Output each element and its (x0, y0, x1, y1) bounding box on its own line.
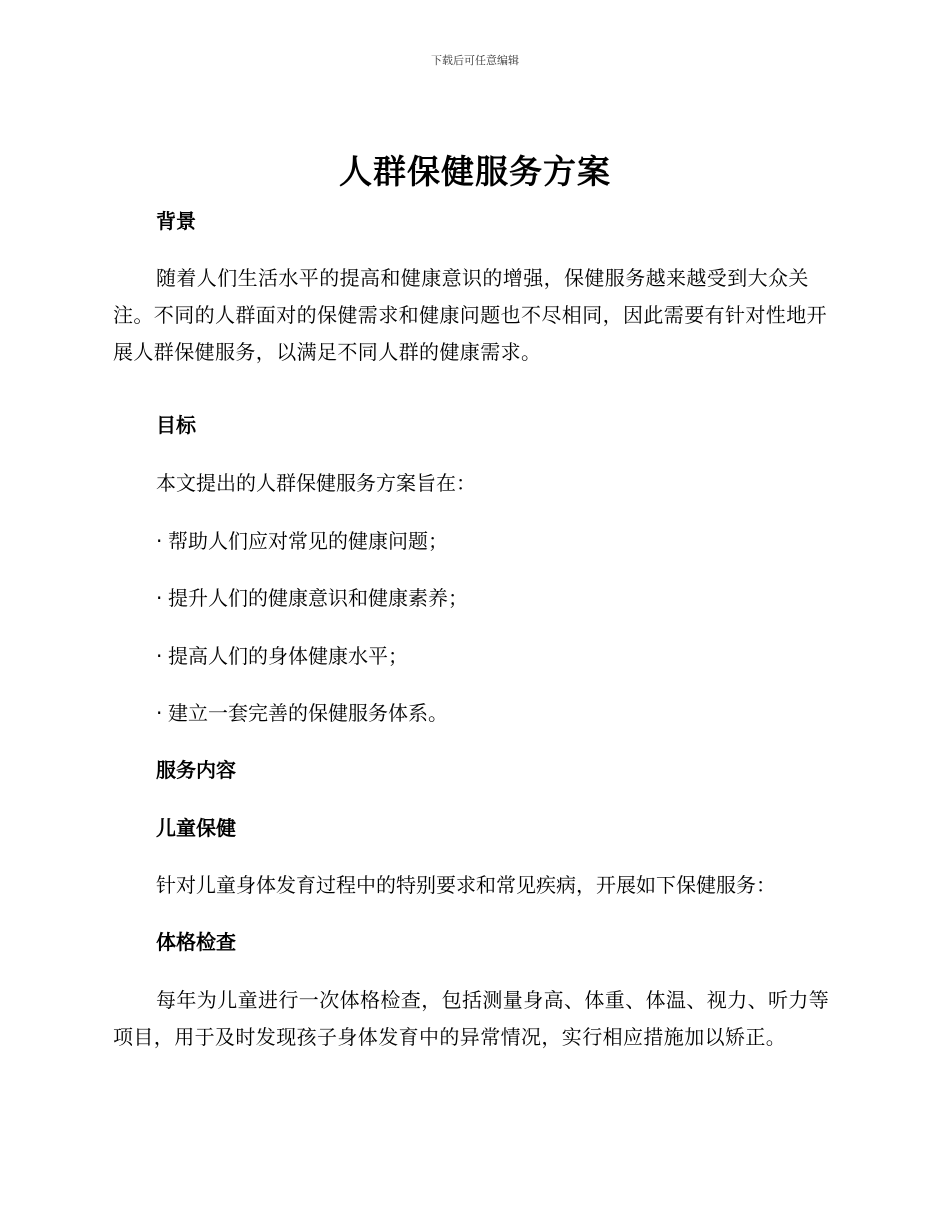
background-paragraph: 随着人们生活水平的提高和健康意识的增强，保健服务越来越受到大众关注。不同的人群面对的保健需求和健康问题也不尽相同，因此需要有针对性地开展人群保健服务，以满足不同人群的健康需求。 (113, 266, 827, 364)
bullet-dot: · (156, 701, 163, 725)
goal-intro: 本文提出的人群保健服务方案旨在： (156, 471, 476, 495)
bullet-dot: · (156, 586, 163, 610)
goal-list-item (156, 698, 876, 728)
bullet-dot: · (156, 644, 163, 668)
goal-list-item (156, 583, 876, 613)
section-heading-service: 服务内容 (156, 758, 236, 782)
document-title: 人群保健服务方案 (339, 152, 611, 191)
child-intro: 针对儿童身体发育过程中的特别要求和常见疾病，开展如下保健服务： (156, 873, 776, 897)
goal-item-text: 帮助人们应对常见的健康问题； (168, 529, 448, 553)
bullet-dot: · (156, 529, 163, 553)
goal-item-text: 提高人们的身体健康水平； (168, 644, 408, 668)
section-heading-goal: 目标 (156, 413, 196, 437)
goal-item-text: 建立一套完善的保健服务体系。 (168, 701, 448, 725)
goal-item-text: 提升人们的健康意识和健康素养； (168, 586, 468, 610)
checkup-paragraph: 每年为儿童进行一次体格检查，包括测量身高、体重、体温、视力、听力等项目，用于及时发现孩子身体发育中的异常情况，实行相应措施加以矫正。 (113, 988, 830, 1049)
header-note: 下载后可任意编辑 (431, 54, 519, 67)
subsection-heading-checkup: 体格检查 (156, 930, 236, 954)
subsection-heading-child: 儿童保健 (156, 816, 236, 840)
goal-list-item (156, 641, 876, 671)
section-heading-background: 背景 (156, 209, 196, 233)
goal-list-item (156, 526, 876, 556)
